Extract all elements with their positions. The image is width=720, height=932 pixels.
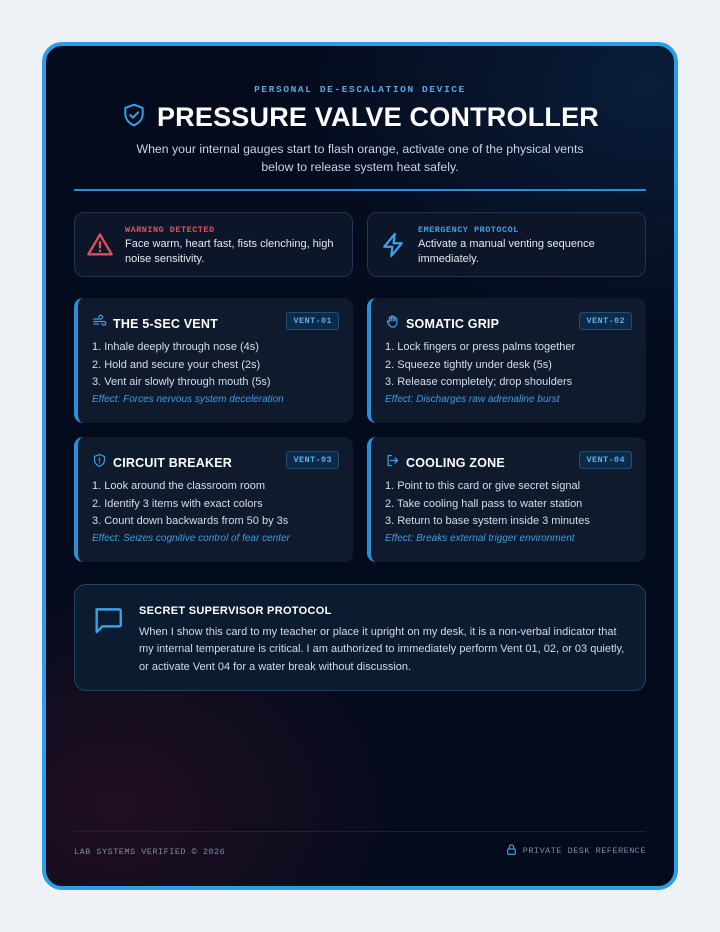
protocol-body: When I show this card to my teacher or place it upright on my desk, it is a non-verbal indicator that my internal temperature is critical. I am authorized to immediately perform Vent 01, 02, or 03 quietly, or activate Vent 04 for a water break without discussion. <box>139 626 625 673</box>
shield-check-icon <box>121 102 147 133</box>
vent-step: 1. Point to this card or give secret signal <box>385 480 581 492</box>
vent-steps <box>92 478 288 531</box>
vent-header <box>385 453 505 473</box>
vent-step: 3. Count down backwards from 50 by 3s <box>92 515 289 527</box>
emergency-text: Activate a manual venting sequence immediately. <box>418 238 595 265</box>
vent-card-02 <box>367 298 646 423</box>
vent-step: 3. Return to base system inside 3 minutes <box>385 515 590 527</box>
vent-tag: VENT-04 <box>579 451 632 469</box>
wind-icon <box>92 314 107 334</box>
vent-step: 3. Release completely; drop shoulders <box>385 376 573 388</box>
page-subtitle: When your internal gauges start to flash orange, activate one of the physical vents below to release system heat safely. <box>136 142 584 174</box>
vent-step: 1. Look around the classroom room <box>92 480 266 492</box>
vent-steps <box>385 478 590 531</box>
vent-name: SOMATIC GRIP <box>406 317 500 331</box>
vent-header <box>92 453 232 473</box>
exit-arrow-icon <box>385 453 400 473</box>
vent-step: 2. Squeeze tightly under desk (5s) <box>385 358 552 371</box>
reference-card <box>42 42 678 890</box>
vent-name: COOLING ZONE <box>406 456 505 470</box>
footer-divider <box>74 831 646 832</box>
card-content <box>74 46 646 886</box>
vent-tag: VENT-02 <box>579 312 632 330</box>
warning-text: Face warm, heart fast, fists clenching, high noise sensitivity. <box>125 238 334 265</box>
footer-verified: LAB SYSTEMS VERIFIED © 2026 <box>74 847 226 857</box>
vent-effect: Effect: Discharges raw adrenaline burst <box>385 394 560 405</box>
header-divider <box>74 189 646 191</box>
vent-effect: Effect: Forces nervous system deceleration <box>92 394 284 405</box>
warning-card <box>74 212 353 277</box>
protocol-title: SECRET SUPERVISOR PROTOCOL <box>139 605 332 617</box>
vent-header <box>385 314 499 334</box>
shield-alert-icon <box>92 453 107 473</box>
vent-card-03 <box>74 437 353 562</box>
vent-effect: Effect: Breaks external trigger environment <box>385 533 575 544</box>
emergency-card <box>367 212 646 277</box>
lightning-icon <box>379 231 407 259</box>
vent-header <box>92 314 218 334</box>
emergency-label: EMERGENCY PROTOCOL <box>418 225 519 235</box>
footer-reference <box>505 843 646 859</box>
footer-reference-label: PRIVATE DESK REFERENCE <box>522 846 646 856</box>
warning-label: WARNING DETECTED <box>125 225 215 235</box>
vent-card-01 <box>74 298 353 423</box>
vent-tag: VENT-03 <box>286 451 339 469</box>
message-square-icon <box>91 603 125 637</box>
lock-icon <box>505 843 518 859</box>
supervisor-protocol-panel <box>74 584 646 691</box>
vent-steps <box>92 339 271 392</box>
vent-step: 3. Vent air slowly through mouth (5s) <box>92 376 271 388</box>
vent-name: CIRCUIT BREAKER <box>113 456 232 470</box>
hand-icon <box>385 314 400 334</box>
vent-step: 2. Hold and secure your chest (2s) <box>92 358 261 371</box>
vent-card-04 <box>367 437 646 562</box>
vent-tag: VENT-01 <box>286 312 339 330</box>
vent-steps <box>385 339 575 392</box>
page-title: PRESSURE VALVE CONTROLLER <box>156 102 600 132</box>
warning-triangle-icon <box>86 231 114 259</box>
vent-effect: Effect: Seizes cognitive control of fear center <box>92 533 290 544</box>
vent-step: 1. Lock fingers or press palms together <box>385 341 576 353</box>
title-row <box>74 102 646 133</box>
vent-step: 2. Take cooling hall pass to water station <box>385 497 583 510</box>
vent-step: 2. Identify 3 items with exact colors <box>92 497 263 510</box>
vent-name: THE 5-SEC VENT <box>113 317 218 331</box>
vent-step: 1. Inhale deeply through nose (4s) <box>92 341 259 353</box>
eyebrow-label: PERSONAL DE-ESCALATION DEVICE <box>254 84 466 95</box>
